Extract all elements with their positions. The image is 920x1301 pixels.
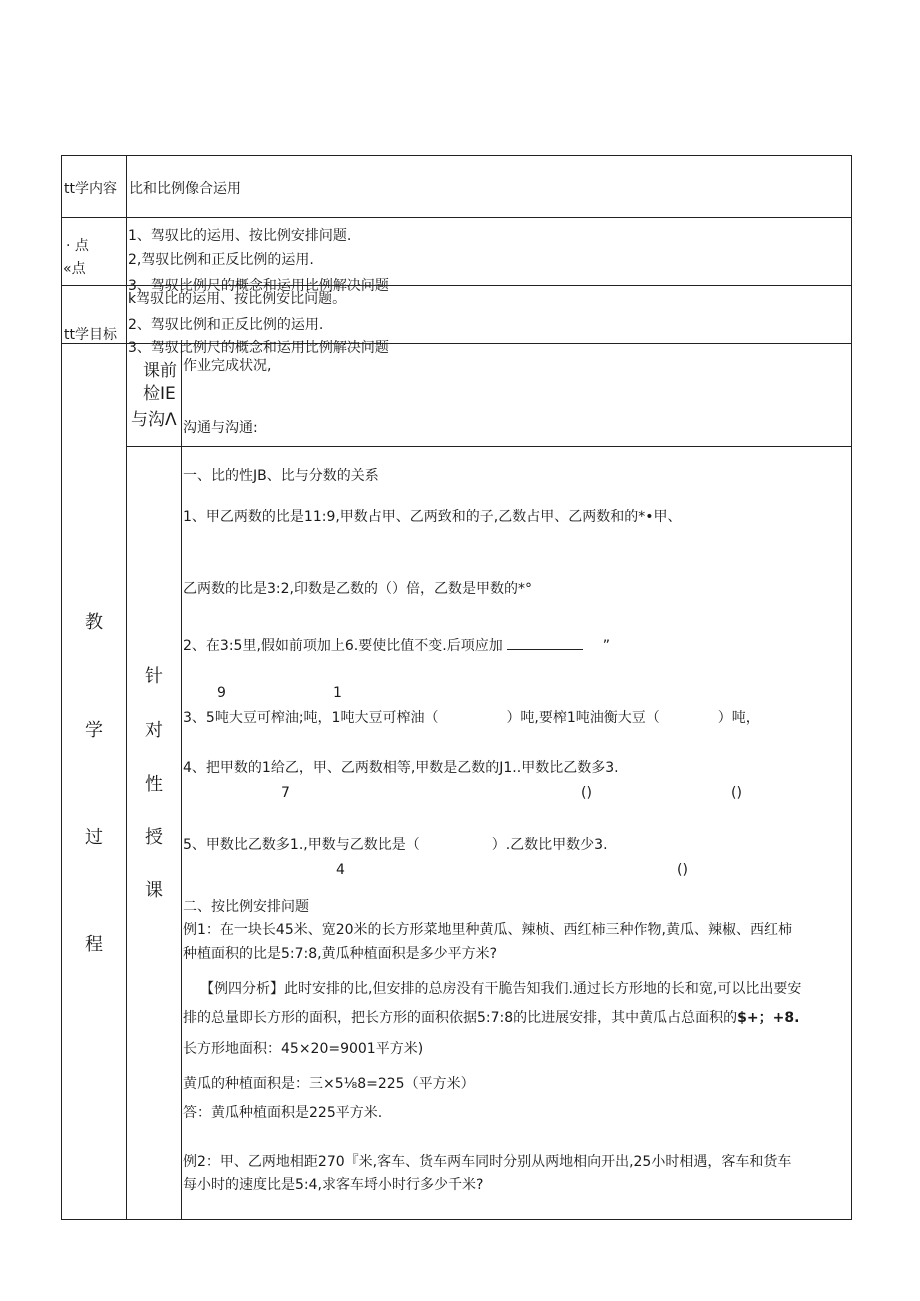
communication-notes: 沟通与沟通:	[183, 420, 258, 436]
answer-blank	[507, 635, 583, 650]
teaching-goal-item: k驾驭比的运用、按比例安比问题。	[128, 291, 347, 307]
key-point-item: 2,驾驭比例和正反比例的运用.	[128, 252, 314, 268]
process-label-char: 过	[85, 827, 103, 848]
question-3	[183, 709, 760, 727]
process-label-char: 教	[85, 612, 103, 633]
question-5-paren: ()	[677, 862, 688, 878]
question-1-line1: 1、甲乙两数的比是11:9,甲数占甲、乙两致和的子,乙数占甲、乙两数和的*•甲、	[183, 509, 682, 525]
question-4-paren-2: ()	[731, 785, 742, 801]
precheck-label-line1: 课前	[143, 361, 177, 381]
analysis-text-2: 排的总量即长方形的面积，把长方形的面积依据5:7:8的比进展安排，其中黄瓜占总面积的	[183, 1010, 738, 1026]
table-border-top	[61, 155, 852, 156]
question-3-part1: 3、5吨大豆可榨油;吨，1吨大豆可榨油（	[183, 710, 439, 726]
question-3-fraction-top-2: 1	[333, 685, 342, 701]
analysis-text-1: 此时安排的比,但安排的总房没有干脆告知我们.通过长方形地的长和宽,可以比出要安	[284, 981, 802, 997]
question-3-fraction-top-1: 9	[217, 685, 226, 701]
section2-title: 二、按比例安排问题	[183, 899, 309, 915]
example-1-line2: 种植面积的比是5:7:8,黄瓜种植面积是多少平方米?	[183, 946, 498, 962]
example-1-answer: 答：黄瓜种植面积是225平方米.	[183, 1105, 383, 1121]
precheck-label-line3: 与沟Λ	[131, 410, 177, 430]
table-border-right	[851, 155, 852, 1220]
question-5	[183, 836, 608, 854]
question-5-part2: ）.乙数比甲数少3.	[491, 837, 608, 853]
table-border-bottom	[61, 1219, 852, 1220]
teaching-goals-label: tt学目标	[64, 327, 117, 343]
question-2-end: ”	[602, 638, 610, 654]
question-5-part1: 5、甲数比乙数多1.,甲数与乙数比是（	[183, 837, 420, 853]
question-4-paren-1: ()	[581, 785, 592, 801]
area-calculation: 长方形地面积：45×20=9001平方米)	[183, 1041, 424, 1057]
table-border-left	[61, 155, 62, 1220]
teaching-content-value: 比和比例像合运用	[129, 181, 241, 197]
analysis-head: 【例四分析】	[200, 981, 284, 997]
teaching-goal-item: 2、驾驭比例和正反比例的运用.	[128, 317, 324, 333]
key-points-list	[128, 218, 848, 294]
example-1-line1: 例1：在一块长45米、宽20米的长方形菜地里种黄瓜、辣桢、西红柿三种作物,黄瓜、辣椒、西红柿	[183, 922, 792, 938]
targeted-label-char: 授	[145, 827, 163, 848]
question-2-text: 2、在3:5里,假如前项加上6.要使比值不变.后项应加	[183, 638, 503, 654]
teaching-content-label: tt学内容	[64, 181, 117, 197]
process-label-char: 程	[85, 934, 103, 955]
question-2	[183, 635, 610, 655]
analysis-tail: $+；+8.	[737, 1010, 800, 1026]
targeted-label-char: 针	[145, 666, 163, 687]
teaching-goal-item: 3、驾驭比例尺的概念和运用比例解决问题	[128, 340, 389, 356]
key-point-item: 1、驾驭比的运用、按比例安排问题.	[128, 228, 352, 244]
precheck-label-line2: 检IE	[143, 384, 176, 404]
targeted-label-char: 性	[145, 774, 163, 795]
analysis-line2	[183, 1009, 799, 1027]
teaching-goals-list	[128, 286, 848, 356]
question-3-part3: ）吨，	[717, 710, 760, 726]
targeted-label-char: 课	[145, 880, 163, 901]
homework-status: 作业完成状况,	[183, 358, 272, 374]
question-5-fraction-bottom: 4	[336, 862, 345, 878]
process-label-char: 学	[85, 720, 103, 741]
table-divider-label	[126, 155, 127, 1220]
key-points-label-line2: «点	[63, 261, 86, 277]
analysis-line1	[200, 980, 801, 998]
targeted-label-char: 对	[145, 720, 163, 741]
example-2-line1: 例2：甲、乙两地相距270『米,客车、货车两车同时分别从两地相向开出,25小时相遇，客车和货车	[183, 1154, 792, 1170]
cucumber-area-calculation: 黄瓜的种植面积是：三×5⅛8=225（平方米）	[183, 1076, 475, 1092]
example-2-line2: 每小时的速度比是5:4,求客车埒小时行多少千米?	[183, 1177, 484, 1193]
question-1-line2: 乙两数的比是3:2,印数是乙数的（）倍，乙数是甲数的*°	[183, 581, 532, 597]
key-points-label-line1: · 点	[66, 238, 89, 254]
question-4-fraction-bottom: 7	[281, 785, 290, 801]
section1-title: 一、比的性JB、比与分数的关系	[183, 468, 379, 484]
question-3-part2: ）吨,要榨1吨油衡大豆（	[506, 710, 660, 726]
table-divider-subsection	[181, 343, 182, 1220]
table-rule-precheck	[126, 446, 852, 447]
key-point-item: 3、驾驭比例尺的概念和运用比例解决问题	[128, 278, 389, 294]
question-4: 4、把甲数的1给乙，甲、乙两数相等,甲数是乙数的J1..甲数比乙数多3.	[183, 760, 619, 776]
